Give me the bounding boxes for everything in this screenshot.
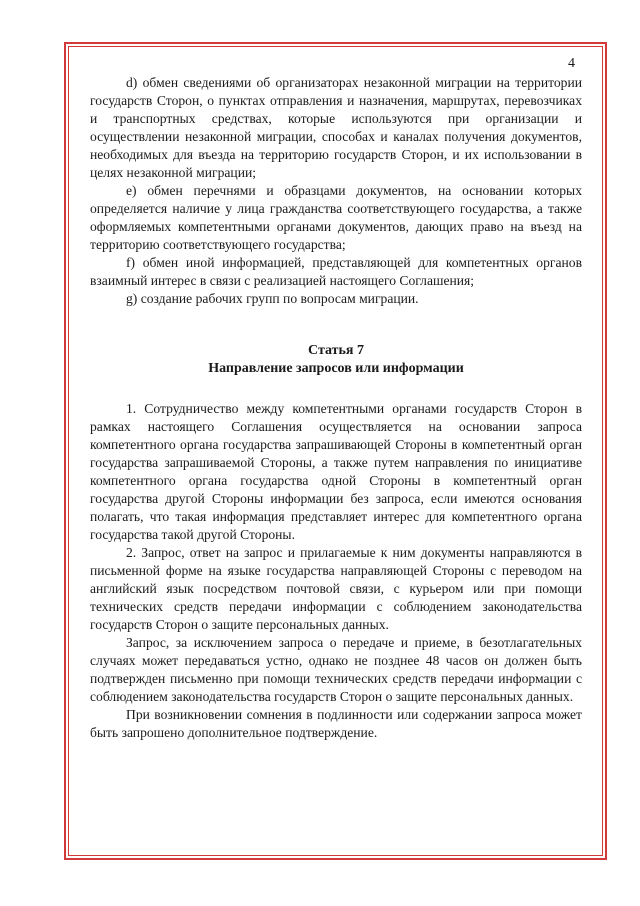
article-paragraph-3: Запрос, за исключением запроса о передаче и приеме, в безотлагательных случаях может передаваться устно, однако не позднее 48 часов он должен быть подтвержден письменно при помощи технических средств передачи информации с соблюдением законодательства государств Сторон о защите персональных данных. — [90, 635, 582, 704]
article-number: Статья 7 — [308, 343, 364, 358]
item-g: g) создание рабочих групп по вопросам миграции. — [126, 291, 419, 306]
page-number: 4 — [568, 56, 575, 71]
article-heading — [90, 342, 582, 378]
article-paragraph-4: При возникновении сомнения в подлинности или содержании запроса может быть запрошено дополнительное подтверждение. — [90, 707, 582, 740]
item-f: f) обмен иной информацией, представляющей для компетентных органов взаимный интерес в связи с реализацией настоящего Соглашения; — [90, 255, 582, 288]
item-e: e) обмен перечнями и образцами документов, на основании которых определяется наличие у лица гражданства соответствующего государства, а также оформляемых компетентными органами документов, дающих право на въезд на территорию соответствующего государства; — [90, 183, 582, 252]
article-paragraph-2: 2. Запрос, ответ на запрос и прилагаемые к ним документы направляются в письменной форме на языке государства направляющей Стороны с переводом на английский язык посредством почтовой связи, с курьером или при помощи технических средств передачи информации с соблюдением законодательства государств Сторон о защите персональных данных. — [90, 545, 582, 632]
item-d: d) обмен сведениями об организаторах незаконной миграции на территории государств Сторон, о пунктах отправления и назначения, маршрутах, перевозчиках и транспортных средствах, которые используются при организации и осуществлении незаконной миграции, способах и каналах получения документов, необходимых для въезда на территорию государств Сторон, и их использовании в целях незаконной миграции; — [90, 75, 582, 180]
article-paragraph-1: 1. Сотрудничество между компетентными органами государств Сторон в рамках настоящего Соглашения осуществляется на основании запроса компетентного органа государства запрашивающей Стороны в компетентный орган государства запрашиваемой Стороны, а также путем направления по инициативе компетентного органа государства одной Стороны в компетентный орган государства другой Стороны информации без запроса, если имеются основания полагать, что такая информация представляет интерес для компетентного органа государства такой другой Стороны. — [90, 401, 582, 542]
document-body — [90, 74, 582, 742]
article-title: Направление запросов или информации — [208, 361, 464, 376]
